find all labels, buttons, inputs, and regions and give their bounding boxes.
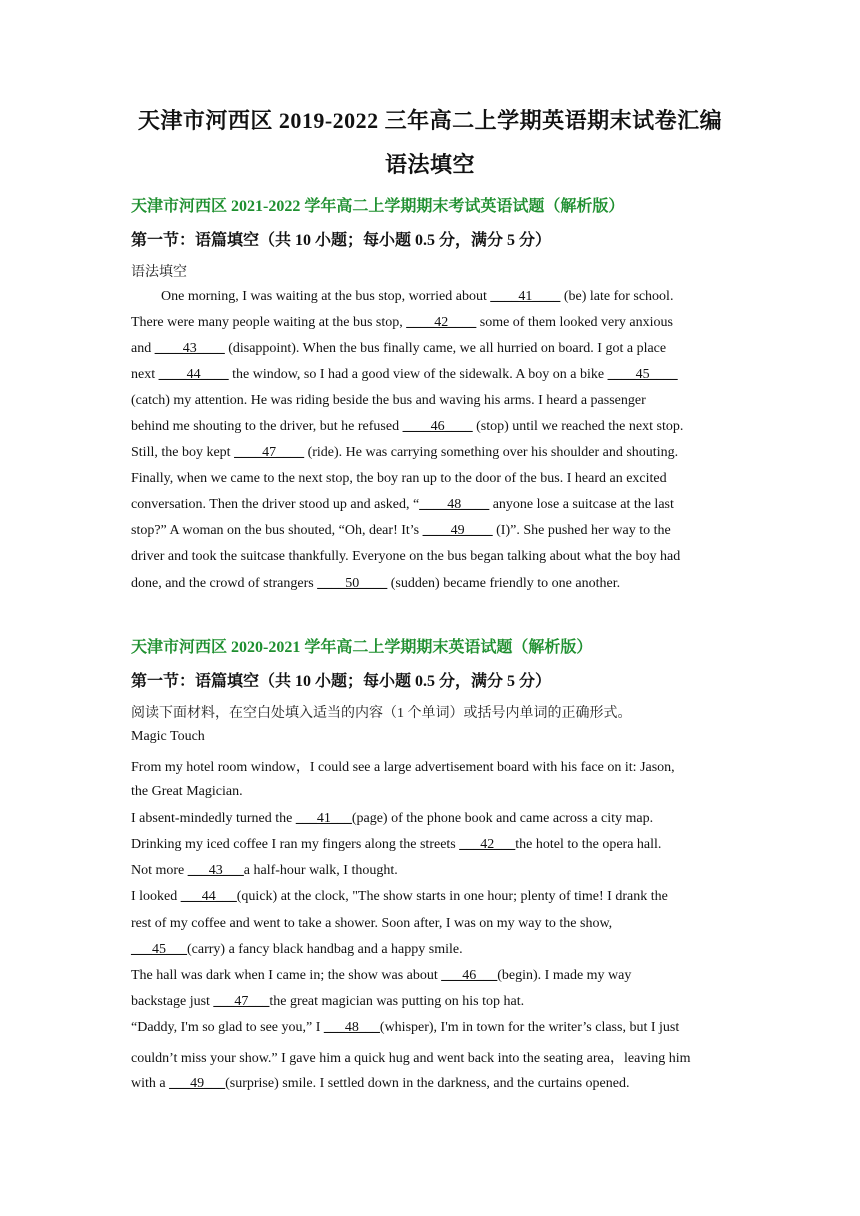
passage-line: Not more ___43___a half-hour walk, I thought.	[131, 863, 398, 878]
answer-blank: ___45___	[131, 942, 187, 957]
passage-line: ___45___(carry) a fancy black handbag and a happy smile.	[131, 942, 463, 957]
passage-line: rest of my coffee and went to take a shower. Soon after, I was on my way to the show,	[131, 916, 613, 931]
answer-blank: ____46____	[402, 419, 473, 434]
passage-line: with a ___49___(surprise) smile. I settled down in the darkness, and the curtains opened.	[131, 1076, 630, 1091]
answer-blank: ____48____	[419, 497, 490, 512]
answer-blank: ___44___	[180, 889, 237, 904]
passage-line: driver and took the suitcase thankfully. Everyone on the bus began talking about what the boy had	[131, 549, 681, 564]
passage-line: conversation. Then the driver stood up and asked, “____48____ anyone lose a suitcase at the last	[131, 497, 674, 512]
passage-line: “Daddy, I'm so glad to see you,” I ___48___(whisper), I'm in town for the writer’s class, but I just	[131, 1020, 680, 1035]
section2-heading: 天津市河西区 2020-2021 学年高二上学期期末英语试题（解析版）	[131, 639, 593, 656]
answer-blank: ___49___	[169, 1076, 226, 1091]
passage-line: Drinking my iced coffee I ran my fingers along the streets ___42___the hotel to the opera hall.	[131, 837, 662, 852]
section1-heading: 天津市河西区 2021-2022 学年高二上学期期末考试英语试题（解析版）	[131, 198, 625, 215]
answer-blank: ____42____	[406, 315, 477, 330]
passage-line: done, and the crowd of strangers ____50____ (sudden) became friendly to one another.	[131, 576, 621, 591]
answer-blank: ____45____	[607, 367, 678, 382]
document-title: 天津市河西区 2019-2022 三年高二上学期英语期末试卷汇编	[137, 108, 723, 133]
passage-line: From my hotel room window，I could see a large advertisement board with his face on it: Jason,	[131, 760, 675, 775]
passage-line: There were many people waiting at the bus stop, ____42____ some of them looked very anxious	[131, 315, 673, 330]
answer-blank: ___42___	[459, 837, 516, 852]
answer-blank: ____50____	[317, 576, 388, 591]
passage-line: Finally, when we came to the next stop, the boy ran up to the door of the bus. I heard an excited	[131, 471, 667, 486]
passage-line: (catch) my attention. He was riding beside the bus and waving his arms. I heard a passenger	[131, 393, 646, 408]
section2-instruction: 阅读下面材料，在空白处填入适当的内容（1 个单词）或括号内单词的正确形式。	[131, 706, 632, 721]
passage-line: One morning, I was waiting at the bus stop, worried about ____41____ (be) late for school.	[161, 289, 674, 304]
answer-blank: ____47____	[234, 445, 305, 460]
passage-line: couldn’t miss your show.” I gave him a quick hug and went back into the seating area，leaving him	[131, 1051, 691, 1066]
section1-label: 语法填空	[131, 265, 187, 280]
answer-blank: ___46___	[441, 968, 498, 983]
section1-part-title: 第一节：语篇填空（共 10 小题；每小题 0.5 分，满分 5 分）	[131, 232, 552, 249]
passage-line: behind me shouting to the driver, but he refused ____46____ (stop) until we reached the next stop.	[131, 419, 684, 434]
passage-title: Magic Touch	[131, 729, 205, 744]
document-subtitle: 语法填空	[384, 152, 475, 177]
section2-part-title: 第一节：语篇填空（共 10 小题；每小题 0.5 分，满分 5 分）	[131, 673, 552, 690]
passage-line: The hall was dark when I came in; the show was about ___46___(begin). I made my way	[131, 968, 632, 983]
passage-line: backstage just ___47___the great magician was putting on his top hat.	[131, 994, 525, 1009]
passage-line: stop?” A woman on the bus shouted, “Oh, dear! It’s ____49____ (I)”. She pushed her way to the	[131, 523, 671, 538]
passage-line: the Great Magician.	[131, 784, 243, 799]
answer-blank: ___41___	[295, 811, 352, 826]
passage-line: Still, the boy kept ____47____ (ride). He was carrying something over his shoulder and shouting.	[131, 445, 679, 460]
passage-line: I absent-mindedly turned the ___41___(page) of the phone book and came across a city map.	[131, 811, 654, 826]
answer-blank: ___48___	[323, 1020, 380, 1035]
answer-blank: ____43____	[154, 341, 225, 356]
passage-line: I looked ___44___(quick) at the clock, "The show starts in one hour; plenty of time! I drank the	[131, 889, 668, 904]
answer-blank: ____49____	[422, 523, 493, 538]
answer-blank: ___43___	[187, 863, 244, 878]
answer-blank: ____41____	[490, 289, 561, 304]
passage-line: and ____43____ (disappoint). When the bus finally came, we all hurried on board. I got a place	[131, 341, 667, 356]
answer-blank: ___47___	[213, 994, 270, 1009]
passage-line: next ____44____ the window, so I had a good view of the sidewalk. A boy on a bike ____45____	[131, 367, 678, 382]
answer-blank: ____44____	[158, 367, 229, 382]
